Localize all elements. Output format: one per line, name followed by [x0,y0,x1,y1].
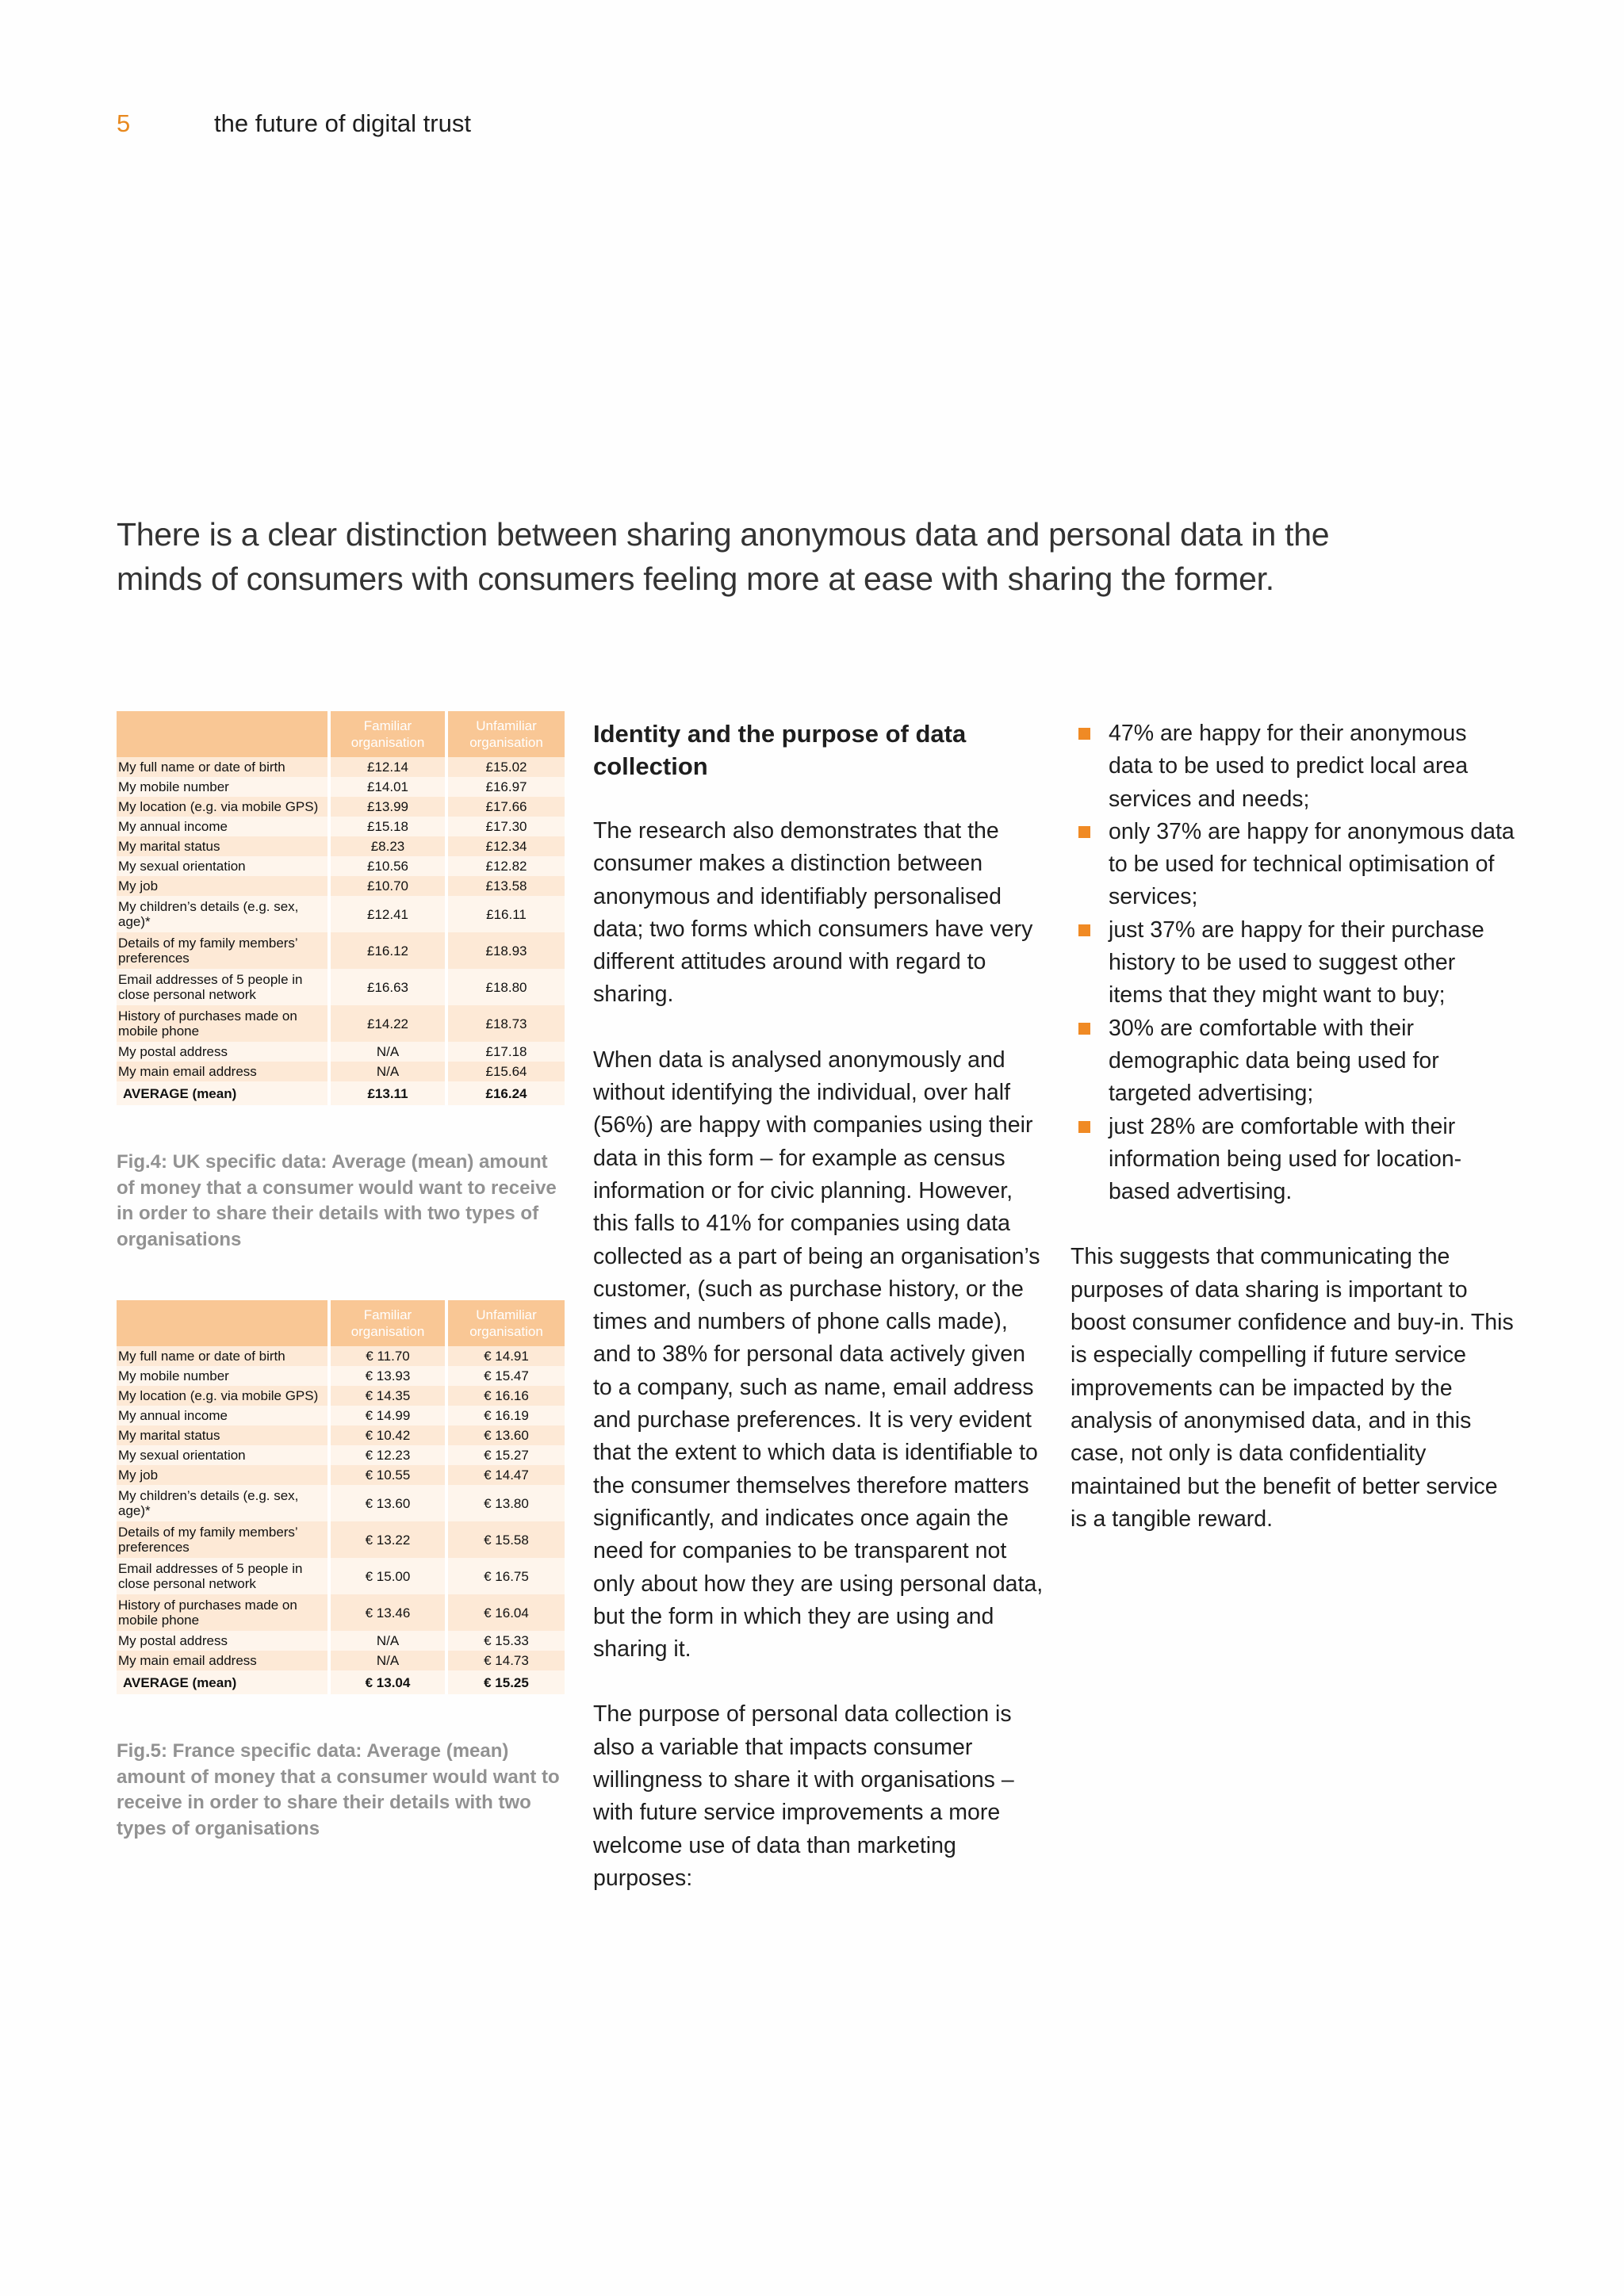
body-paragraph: The purpose of personal data collection is also a variable that impacts consumer willingness to share it with organisations – with future service improvements a more welcome use of data than marketing purposes: [593,1701,1014,1891]
article-column-middle [593,718,1045,1895]
unfamiliar-value: £15.02 [446,757,565,777]
table-row [117,856,565,876]
familiar-value: £15.18 [329,817,446,836]
table-row [117,932,565,969]
table-row [117,1465,565,1485]
table-row [117,817,565,836]
body-paragraph: When data is analysed anonymously and without identifying the individual, over half (56%) are happy with companies using their data in this form – for example as census information or for civic planning. However, this falls to 41% for companies using data collected as a part of being an organisation’s customer, (such as purchase history, or the times and numbers of phone calls made), and to 38% for personal data actively given to a company, such as name, email address and purchase preferences. It is very evident that the extent to which data is identifiable to the consumer themselves therefore matters significantly, and indicates once again the need for companies to be transparent not only about how they are using personal data, but the form in which they are using and sharing it. [593,1047,1044,1663]
table-row [117,1594,565,1631]
average-row [117,1670,565,1694]
table-row [117,1062,565,1081]
familiar-value: N/A [329,1651,446,1670]
square-bullet-icon [1078,1121,1090,1133]
unfamiliar-average: € 15.25 [446,1670,565,1694]
square-bullet-icon [1078,826,1090,838]
uk-table-caption: Fig.4: UK specific data: Average (mean) amount of money that a consumer would want to receive in order to share their details with two types of organisations [117,1151,557,1250]
unfamiliar-value: £12.82 [446,856,565,876]
table-row [117,1406,565,1425]
row-label: My job [117,876,329,896]
unfamiliar-value: € 13.60 [446,1425,565,1445]
row-label: My main email address [117,1651,329,1670]
row-label: My sexual orientation [117,1445,329,1465]
article-column-right [1071,718,1515,1536]
unfamiliar-value: £15.64 [446,1062,565,1081]
row-label: My full name or date of birth [117,1346,329,1366]
unfamiliar-value: £16.97 [446,777,565,797]
statistics-bullet-list [1071,718,1515,1208]
familiar-value: € 12.23 [329,1445,446,1465]
bullet-item: 47% are happy for their anonymous data to be used to predict local area services and needs; [1071,718,1515,816]
row-label: Email addresses of 5 people in close personal network [117,1558,329,1594]
familiar-value: € 10.55 [329,1465,446,1485]
table-header-unfamiliar: Unfamiliar organisation [446,711,565,757]
unfamiliar-value: £16.11 [446,896,565,932]
familiar-value: £10.56 [329,856,446,876]
france-data-table [117,1300,565,1694]
table-row [117,1521,565,1558]
unfamiliar-value: £17.66 [446,797,565,817]
familiar-value: € 10.42 [329,1425,446,1445]
familiar-value: £13.99 [329,797,446,817]
unfamiliar-value: £17.30 [446,817,565,836]
uk-data-table [117,711,565,1105]
body-paragraph: This suggests that communicating the purposes of data sharing is important to boost consumer confidence and buy-in. This is especially compelling if future service improvements can be impacted by the analysis of anonymised data, and in this case, not only is data confidentiality maintained but the benefit of better service is a tangible reward. [1071,1244,1514,1532]
row-label: History of purchases made on mobile phone [117,1005,329,1042]
familiar-value: £10.70 [329,876,446,896]
section-heading: Identity and the purpose of data collection [593,720,967,780]
table-row [117,777,565,797]
row-label: My mobile number [117,777,329,797]
row-label: My location (e.g. via mobile GPS) [117,797,329,817]
familiar-value: € 13.22 [329,1521,446,1558]
bullet-item: just 37% are happy for their purchase history to be used to suggest other items that they might want to buy; [1071,914,1515,1012]
table-header-row [117,1300,565,1346]
table-row [117,1005,565,1042]
table-row [117,1346,565,1366]
familiar-value: N/A [329,1631,446,1651]
table-row [117,1558,565,1594]
row-label: My children’s details (e.g. sex, age)* [117,1485,329,1521]
row-label: My full name or date of birth [117,757,329,777]
table-row [117,1042,565,1062]
familiar-value: N/A [329,1062,446,1081]
familiar-value: £16.12 [329,932,446,969]
square-bullet-icon [1078,924,1090,936]
row-label: History of purchases made on mobile phone [117,1594,329,1631]
table-row [117,1366,565,1386]
table-row [117,1425,565,1445]
row-label: My children’s details (e.g. sex, age)* [117,896,329,932]
familiar-value: £14.22 [329,1005,446,1042]
unfamiliar-value: € 15.27 [446,1445,565,1465]
bullet-item: just 28% are comfortable with their information being used for location-based advertising. [1071,1111,1515,1209]
unfamiliar-value: € 16.04 [446,1594,565,1631]
square-bullet-icon [1078,728,1090,740]
unfamiliar-value: € 14.73 [446,1651,565,1670]
table-row [117,1651,565,1670]
row-label: My postal address [117,1042,329,1062]
familiar-value: € 11.70 [329,1346,446,1366]
row-label: My main email address [117,1062,329,1081]
table-row [117,896,565,932]
page-number: 5 [117,109,131,137]
row-label: My annual income [117,1406,329,1425]
unfamiliar-value: € 14.47 [446,1465,565,1485]
familiar-value: £16.63 [329,969,446,1005]
familiar-value: £12.41 [329,896,446,932]
unfamiliar-value: £13.58 [446,876,565,896]
row-label: My job [117,1465,329,1485]
unfamiliar-value: € 16.16 [446,1386,565,1406]
table-row [117,797,565,817]
row-label: My annual income [117,817,329,836]
row-label: My sexual orientation [117,856,329,876]
table-row [117,836,565,856]
familiar-value: € 13.46 [329,1594,446,1631]
body-paragraph: The research also demonstrates that the consumer makes a distinction between anonymous and identifiably personalised data; two forms which consumers have very different attitudes around with regard to sharing. [593,818,1033,1008]
familiar-value: £8.23 [329,836,446,856]
average-row [117,1081,565,1105]
familiar-value: £14.01 [329,777,446,797]
unfamiliar-value: £18.93 [446,932,565,969]
row-label: Details of my family members’ preferences [117,1521,329,1558]
familiar-average: € 13.04 [329,1670,446,1694]
unfamiliar-value: € 16.75 [446,1558,565,1594]
familiar-value: € 13.60 [329,1485,446,1521]
bullet-item: only 37% are happy for anonymous data to be used for technical optimisation of services; [1071,816,1515,914]
unfamiliar-value: € 15.58 [446,1521,565,1558]
unfamiliar-value: £18.73 [446,1005,565,1042]
table-header-familiar: Familiar organisation [329,1300,446,1346]
row-label: My mobile number [117,1366,329,1386]
unfamiliar-value: £12.34 [446,836,565,856]
familiar-value: € 14.99 [329,1406,446,1425]
intro-statement: There is a clear distinction between sharing anonymous data and personal data in the minds of consumers with consumers feeling more at ease with sharing the former. [117,516,1330,597]
average-label: AVERAGE (mean) [117,1081,329,1105]
unfamiliar-value: € 16.19 [446,1406,565,1425]
row-label: My postal address [117,1631,329,1651]
familiar-average: £13.11 [329,1081,446,1105]
bullet-item: 30% are comfortable with their demographic data being used for targeted advertising; [1071,1012,1515,1111]
average-label: AVERAGE (mean) [117,1670,329,1694]
unfamiliar-value: £17.18 [446,1042,565,1062]
table-row [117,1386,565,1406]
unfamiliar-value: € 14.91 [446,1346,565,1366]
table-row [117,1445,565,1465]
table-row [117,1631,565,1651]
row-label: My marital status [117,1425,329,1445]
familiar-value: € 15.00 [329,1558,446,1594]
familiar-value: N/A [329,1042,446,1062]
table-row [117,876,565,896]
table-header-row [117,711,565,757]
table-header-blank [117,711,329,757]
unfamiliar-average: £16.24 [446,1081,565,1105]
familiar-value: € 14.35 [329,1386,446,1406]
row-label: My location (e.g. via mobile GPS) [117,1386,329,1406]
square-bullet-icon [1078,1023,1090,1035]
table-row [117,969,565,1005]
familiar-value: € 13.93 [329,1366,446,1386]
unfamiliar-value: € 15.33 [446,1631,565,1651]
table-header-familiar: Familiar organisation [329,711,446,757]
unfamiliar-value: £18.80 [446,969,565,1005]
table-row [117,757,565,777]
unfamiliar-value: € 13.80 [446,1485,565,1521]
table-header-blank [117,1300,329,1346]
row-label: Email addresses of 5 people in close personal network [117,969,329,1005]
row-label: My marital status [117,836,329,856]
row-label: Details of my family members’ preferences [117,932,329,969]
france-table-caption: Fig.5: France specific data: Average (mean) amount of money that a consumer would want to receive in order to share their details with two types of organisations [117,1740,560,1839]
unfamiliar-value: € 15.47 [446,1366,565,1386]
publication-title: the future of digital trust [214,109,471,137]
table-header-unfamiliar: Unfamiliar organisation [446,1300,565,1346]
table-row [117,1485,565,1521]
familiar-value: £12.14 [329,757,446,777]
